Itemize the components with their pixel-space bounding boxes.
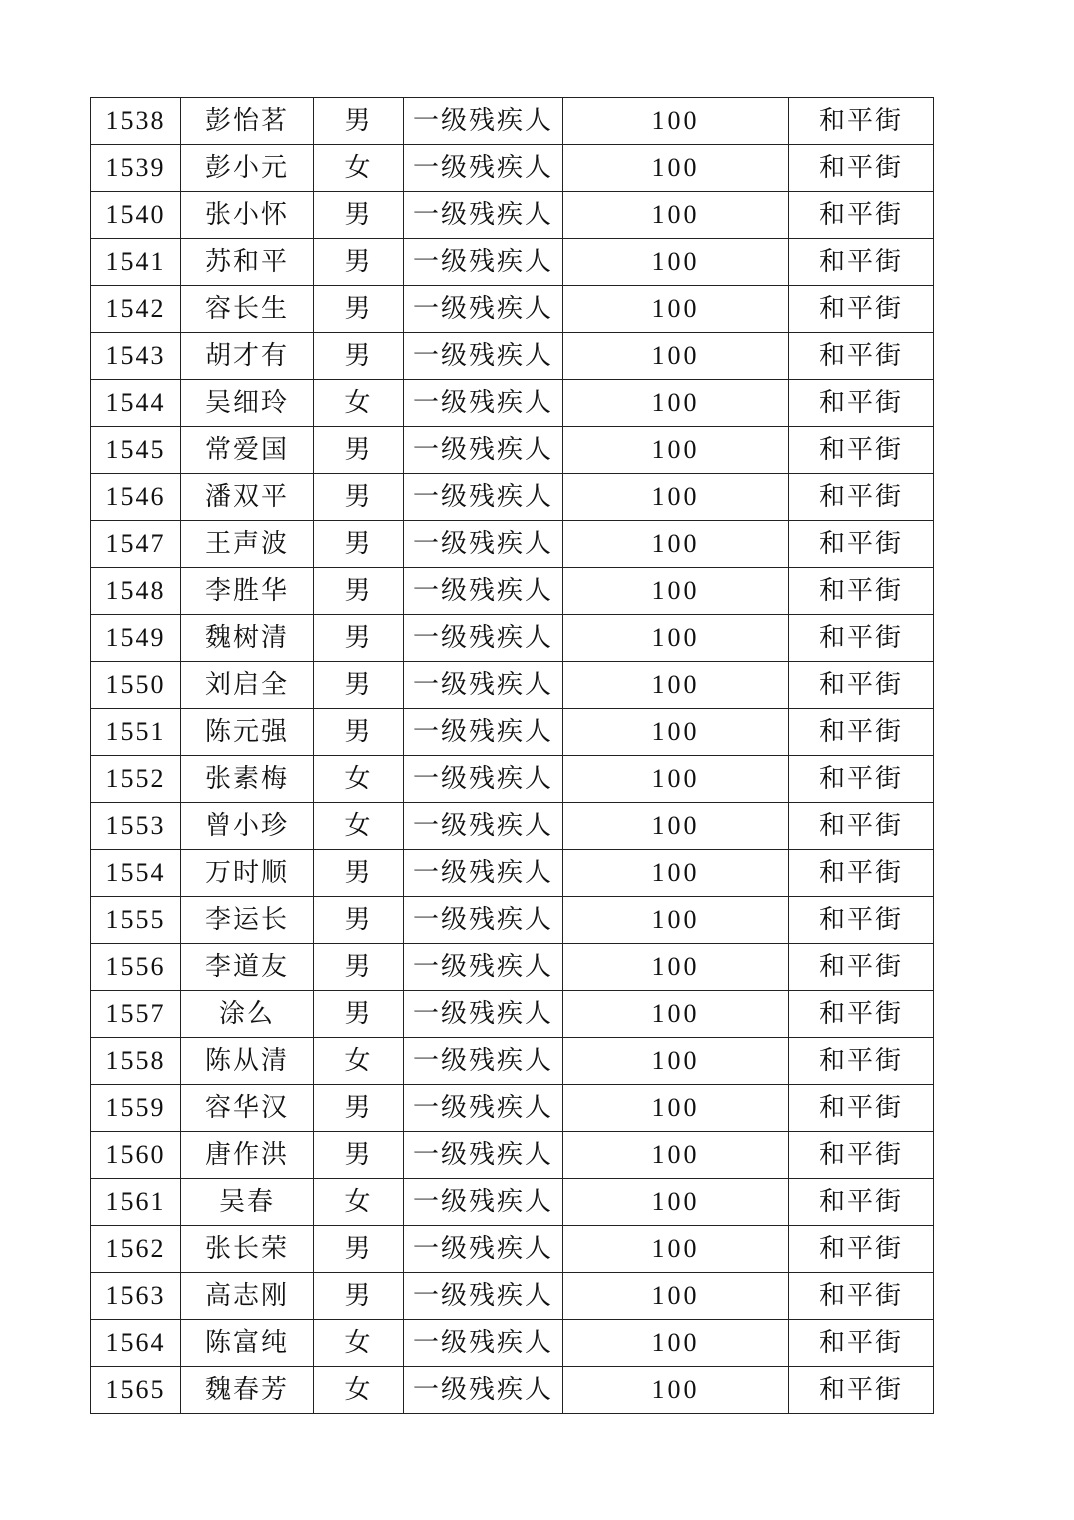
table-row <box>91 1273 934 1320</box>
gender-cell: 男 <box>314 1273 404 1320</box>
gender-cell: 男 <box>314 521 404 568</box>
amount-cell: 100 <box>563 380 789 427</box>
street-cell: 和平街 <box>789 1320 934 1367</box>
street-cell: 和平街 <box>789 286 934 333</box>
name-cell: 彭怡茗 <box>181 98 314 145</box>
gender-cell: 男 <box>314 944 404 991</box>
street-cell: 和平街 <box>789 850 934 897</box>
name-cell: 陈元强 <box>181 709 314 756</box>
gender-cell: 男 <box>314 897 404 944</box>
amount-cell: 100 <box>563 1273 789 1320</box>
table-row <box>91 1226 934 1273</box>
name-cell: 吴细玲 <box>181 380 314 427</box>
street-cell: 和平街 <box>789 1226 934 1273</box>
name-cell: 彭小元 <box>181 145 314 192</box>
table-row <box>91 803 934 850</box>
amount-cell: 100 <box>563 991 789 1038</box>
street-cell: 和平街 <box>789 568 934 615</box>
disability-level-cell: 一级残疾人 <box>404 1038 563 1085</box>
table-body <box>91 98 934 1414</box>
gender-cell: 女 <box>314 145 404 192</box>
serial-number-cell: 1562 <box>91 1226 181 1273</box>
serial-number-cell: 1538 <box>91 98 181 145</box>
name-cell: 陈富纯 <box>181 1320 314 1367</box>
table-row <box>91 756 934 803</box>
street-cell: 和平街 <box>789 1085 934 1132</box>
serial-number-cell: 1557 <box>91 991 181 1038</box>
name-cell: 吴春 <box>181 1179 314 1226</box>
disability-level-cell: 一级残疾人 <box>404 239 563 286</box>
table-row <box>91 568 934 615</box>
street-cell: 和平街 <box>789 427 934 474</box>
table-row <box>91 850 934 897</box>
street-cell: 和平街 <box>789 98 934 145</box>
street-cell: 和平街 <box>789 944 934 991</box>
gender-cell: 男 <box>314 709 404 756</box>
name-cell: 李运长 <box>181 897 314 944</box>
disability-level-cell: 一级残疾人 <box>404 756 563 803</box>
gender-cell: 男 <box>314 1226 404 1273</box>
amount-cell: 100 <box>563 615 789 662</box>
gender-cell: 男 <box>314 1132 404 1179</box>
street-cell: 和平街 <box>789 1038 934 1085</box>
amount-cell: 100 <box>563 239 789 286</box>
gender-cell: 女 <box>314 1367 404 1414</box>
name-cell: 魏树清 <box>181 615 314 662</box>
name-cell: 王声波 <box>181 521 314 568</box>
disability-level-cell: 一级残疾人 <box>404 427 563 474</box>
serial-number-cell: 1563 <box>91 1273 181 1320</box>
amount-cell: 100 <box>563 850 789 897</box>
serial-number-cell: 1565 <box>91 1367 181 1414</box>
gender-cell: 男 <box>314 615 404 662</box>
name-cell: 潘双平 <box>181 474 314 521</box>
table-row <box>91 615 934 662</box>
serial-number-cell: 1558 <box>91 1038 181 1085</box>
street-cell: 和平街 <box>789 474 934 521</box>
disability-level-cell: 一级残疾人 <box>404 1367 563 1414</box>
disability-level-cell: 一级残疾人 <box>404 568 563 615</box>
amount-cell: 100 <box>563 803 789 850</box>
amount-cell: 100 <box>563 897 789 944</box>
amount-cell: 100 <box>563 1367 789 1414</box>
serial-number-cell: 1551 <box>91 709 181 756</box>
table-row <box>91 286 934 333</box>
amount-cell: 100 <box>563 286 789 333</box>
amount-cell: 100 <box>563 709 789 756</box>
gender-cell: 女 <box>314 380 404 427</box>
name-cell: 苏和平 <box>181 239 314 286</box>
name-cell: 张小怀 <box>181 192 314 239</box>
street-cell: 和平街 <box>789 333 934 380</box>
disability-level-cell: 一级残疾人 <box>404 521 563 568</box>
table-row <box>91 192 934 239</box>
gender-cell: 女 <box>314 1038 404 1085</box>
street-cell: 和平街 <box>789 145 934 192</box>
disability-level-cell: 一级残疾人 <box>404 1226 563 1273</box>
name-cell: 常爱国 <box>181 427 314 474</box>
serial-number-cell: 1545 <box>91 427 181 474</box>
amount-cell: 100 <box>563 521 789 568</box>
street-cell: 和平街 <box>789 615 934 662</box>
table-row <box>91 521 934 568</box>
street-cell: 和平街 <box>789 239 934 286</box>
disability-level-cell: 一级残疾人 <box>404 98 563 145</box>
amount-cell: 100 <box>563 944 789 991</box>
serial-number-cell: 1552 <box>91 756 181 803</box>
gender-cell: 男 <box>314 192 404 239</box>
table-row <box>91 1085 934 1132</box>
disability-level-cell: 一级残疾人 <box>404 380 563 427</box>
name-cell: 涂么 <box>181 991 314 1038</box>
serial-number-cell: 1540 <box>91 192 181 239</box>
disability-level-cell: 一级残疾人 <box>404 944 563 991</box>
street-cell: 和平街 <box>789 709 934 756</box>
gender-cell: 男 <box>314 991 404 1038</box>
amount-cell: 100 <box>563 756 789 803</box>
gender-cell: 男 <box>314 850 404 897</box>
disability-level-cell: 一级残疾人 <box>404 286 563 333</box>
amount-cell: 100 <box>563 1226 789 1273</box>
gender-cell: 男 <box>314 333 404 380</box>
amount-cell: 100 <box>563 145 789 192</box>
table-row <box>91 709 934 756</box>
name-cell: 刘启全 <box>181 662 314 709</box>
serial-number-cell: 1559 <box>91 1085 181 1132</box>
street-cell: 和平街 <box>789 897 934 944</box>
street-cell: 和平街 <box>789 380 934 427</box>
serial-number-cell: 1548 <box>91 568 181 615</box>
serial-number-cell: 1561 <box>91 1179 181 1226</box>
serial-number-cell: 1554 <box>91 850 181 897</box>
serial-number-cell: 1547 <box>91 521 181 568</box>
gender-cell: 男 <box>314 474 404 521</box>
serial-number-cell: 1541 <box>91 239 181 286</box>
street-cell: 和平街 <box>789 756 934 803</box>
gender-cell: 男 <box>314 568 404 615</box>
serial-number-cell: 1544 <box>91 380 181 427</box>
disability-level-cell: 一级残疾人 <box>404 145 563 192</box>
amount-cell: 100 <box>563 474 789 521</box>
street-cell: 和平街 <box>789 991 934 1038</box>
name-cell: 曾小珍 <box>181 803 314 850</box>
disability-level-cell: 一级残疾人 <box>404 803 563 850</box>
table-row <box>91 98 934 145</box>
amount-cell: 100 <box>563 662 789 709</box>
disability-level-cell: 一级残疾人 <box>404 662 563 709</box>
beneficiary-table <box>90 97 934 1414</box>
street-cell: 和平街 <box>789 1132 934 1179</box>
disability-level-cell: 一级残疾人 <box>404 1179 563 1226</box>
table-row <box>91 1038 934 1085</box>
street-cell: 和平街 <box>789 1179 934 1226</box>
name-cell: 高志刚 <box>181 1273 314 1320</box>
gender-cell: 女 <box>314 1179 404 1226</box>
serial-number-cell: 1550 <box>91 662 181 709</box>
street-cell: 和平街 <box>789 1367 934 1414</box>
serial-number-cell: 1539 <box>91 145 181 192</box>
amount-cell: 100 <box>563 98 789 145</box>
name-cell: 胡才有 <box>181 333 314 380</box>
name-cell: 陈从清 <box>181 1038 314 1085</box>
serial-number-cell: 1543 <box>91 333 181 380</box>
amount-cell: 100 <box>563 1132 789 1179</box>
disability-level-cell: 一级残疾人 <box>404 897 563 944</box>
name-cell: 李道友 <box>181 944 314 991</box>
name-cell: 张素梅 <box>181 756 314 803</box>
disability-level-cell: 一级残疾人 <box>404 850 563 897</box>
amount-cell: 100 <box>563 427 789 474</box>
serial-number-cell: 1556 <box>91 944 181 991</box>
gender-cell: 男 <box>314 1085 404 1132</box>
table-row <box>91 1132 934 1179</box>
table-row <box>91 427 934 474</box>
gender-cell: 女 <box>314 1320 404 1367</box>
disability-level-cell: 一级残疾人 <box>404 991 563 1038</box>
table-row <box>91 239 934 286</box>
disability-level-cell: 一级残疾人 <box>404 1320 563 1367</box>
serial-number-cell: 1564 <box>91 1320 181 1367</box>
name-cell: 万时顺 <box>181 850 314 897</box>
street-cell: 和平街 <box>789 803 934 850</box>
table-row <box>91 662 934 709</box>
gender-cell: 女 <box>314 756 404 803</box>
table-row <box>91 1179 934 1226</box>
street-cell: 和平街 <box>789 192 934 239</box>
gender-cell: 女 <box>314 803 404 850</box>
serial-number-cell: 1560 <box>91 1132 181 1179</box>
disability-level-cell: 一级残疾人 <box>404 615 563 662</box>
disability-level-cell: 一级残疾人 <box>404 192 563 239</box>
amount-cell: 100 <box>563 192 789 239</box>
disability-level-cell: 一级残疾人 <box>404 1132 563 1179</box>
amount-cell: 100 <box>563 1085 789 1132</box>
table-row <box>91 944 934 991</box>
gender-cell: 男 <box>314 286 404 333</box>
amount-cell: 100 <box>563 1038 789 1085</box>
name-cell: 魏春芳 <box>181 1367 314 1414</box>
street-cell: 和平街 <box>789 521 934 568</box>
table-row <box>91 897 934 944</box>
gender-cell: 男 <box>314 662 404 709</box>
name-cell: 李胜华 <box>181 568 314 615</box>
serial-number-cell: 1553 <box>91 803 181 850</box>
name-cell: 张长荣 <box>181 1226 314 1273</box>
table-row <box>91 991 934 1038</box>
serial-number-cell: 1555 <box>91 897 181 944</box>
disability-level-cell: 一级残疾人 <box>404 1085 563 1132</box>
table-row <box>91 145 934 192</box>
amount-cell: 100 <box>563 1320 789 1367</box>
serial-number-cell: 1549 <box>91 615 181 662</box>
name-cell: 容长生 <box>181 286 314 333</box>
disability-level-cell: 一级残疾人 <box>404 709 563 756</box>
name-cell: 容华汉 <box>181 1085 314 1132</box>
table-row <box>91 474 934 521</box>
amount-cell: 100 <box>563 568 789 615</box>
table-row <box>91 1320 934 1367</box>
street-cell: 和平街 <box>789 1273 934 1320</box>
street-cell: 和平街 <box>789 662 934 709</box>
gender-cell: 男 <box>314 427 404 474</box>
gender-cell: 男 <box>314 239 404 286</box>
name-cell: 唐作洪 <box>181 1132 314 1179</box>
disability-level-cell: 一级残疾人 <box>404 474 563 521</box>
serial-number-cell: 1546 <box>91 474 181 521</box>
amount-cell: 100 <box>563 333 789 380</box>
amount-cell: 100 <box>563 1179 789 1226</box>
table-row <box>91 1367 934 1414</box>
disability-level-cell: 一级残疾人 <box>404 1273 563 1320</box>
serial-number-cell: 1542 <box>91 286 181 333</box>
gender-cell: 男 <box>314 98 404 145</box>
table-row <box>91 333 934 380</box>
table-row <box>91 380 934 427</box>
disability-level-cell: 一级残疾人 <box>404 333 563 380</box>
